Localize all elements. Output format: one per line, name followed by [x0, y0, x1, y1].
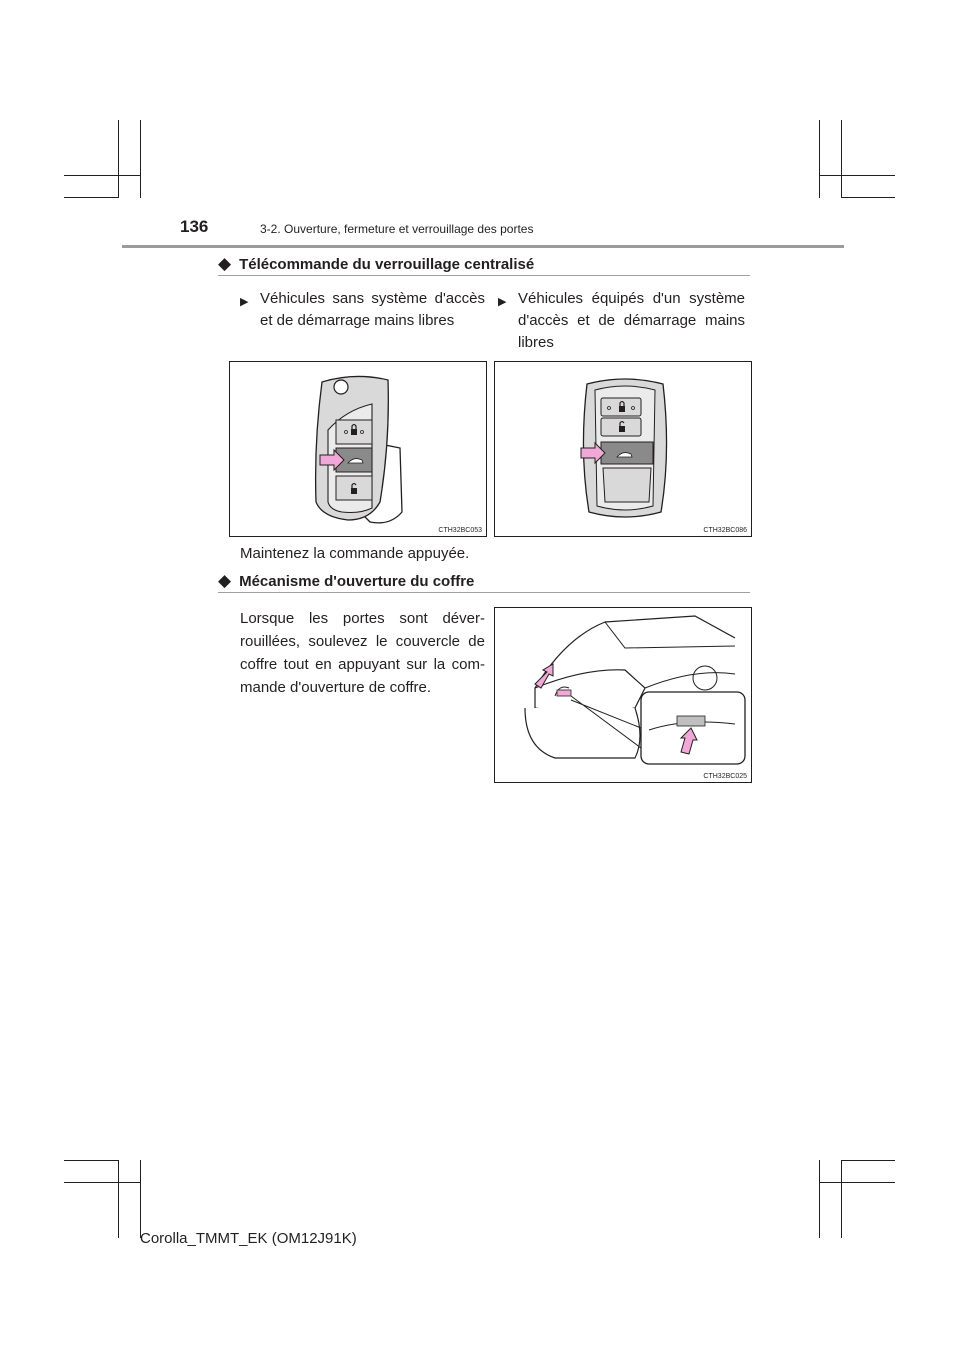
crop-mark: [819, 1182, 895, 1183]
crop-mark: [140, 120, 141, 198]
crop-mark: [819, 1160, 820, 1238]
heading-trunk-opener-text: Mécanisme d'ouverture du coffre: [239, 572, 475, 590]
bullet-without-smart-key-text: Véhicules sans système d'accès et de démarrage mains libres: [260, 290, 485, 329]
crop-mark: [841, 1160, 842, 1238]
crop-mark: [118, 1160, 119, 1238]
crop-mark: [64, 1160, 119, 1161]
crop-mark: [64, 1182, 140, 1183]
crop-mark: [64, 175, 140, 176]
crop-mark: [819, 175, 895, 176]
diamond-icon: ◆: [218, 571, 232, 590]
bullet-arrow-icon: ▶: [240, 296, 249, 308]
heading-remote-control-text: Télécommande du verrouillage centralisé: [239, 255, 535, 273]
crop-mark: [64, 197, 119, 198]
heading-rule: [218, 592, 750, 593]
heading-trunk-opener: [218, 571, 474, 591]
heading-rule: [218, 275, 750, 276]
page-number: 136: [180, 217, 209, 236]
instruction-text: Maintenez la commande appuyée.: [240, 545, 470, 562]
bullet-with-smart-key: [498, 288, 745, 354]
crop-mark: [819, 120, 820, 198]
crop-mark: [140, 1160, 141, 1238]
figure-trunk: [494, 607, 752, 783]
bullet-without-smart-key: [240, 288, 485, 332]
footer-manual-id: Corolla_TMMT_EK (OM12J91K): [140, 1230, 357, 1247]
crop-mark: [841, 1160, 895, 1161]
bullet-arrow-icon: ▶: [498, 296, 507, 308]
crop-mark: [841, 120, 842, 198]
crop-mark: [841, 197, 895, 198]
header-rule: [122, 245, 844, 248]
smart-key-illustration: [495, 362, 751, 536]
section-title: 3-2. Ouverture, fermeture et verrouillage des portes: [260, 222, 534, 236]
bullet-with-smart-key-text: Véhicules équipés d'un système d'accès et de démarrage mains libres: [518, 290, 745, 351]
figure-smart-key: [494, 361, 752, 537]
trunk-paragraph: Lorsque les portes sont déver-rouillées, soulevez le couvercle de coffre tout en appuyant sur la com-mande d'ouverture de coffre.: [240, 610, 485, 696]
folding-key-illustration: [230, 362, 486, 536]
figure-code: CTH32BC086: [703, 527, 747, 534]
figure-code: CTH32BC025: [703, 773, 747, 780]
figure-code: CTH32BC053: [438, 527, 482, 534]
diamond-icon: ◆: [218, 254, 232, 273]
figure-folding-key: [229, 361, 487, 537]
trunk-illustration: [495, 608, 751, 782]
crop-mark: [118, 120, 119, 198]
heading-remote-control: [218, 254, 534, 274]
